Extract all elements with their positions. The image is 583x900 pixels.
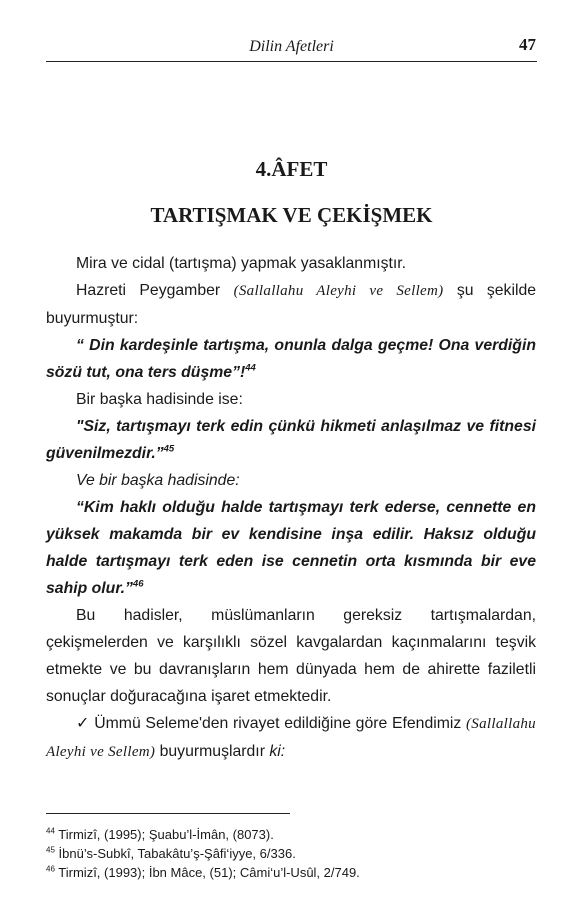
footnote-ref: 44 [245,362,256,374]
quote-text: "Siz, tartışmayı terk edin çünkü hikmeti anlaşılmaz ve fitnesi güvenilmezdir.” [46,418,536,462]
paragraph [46,277,536,332]
page-number: 47 [519,35,536,54]
paragraph-text: Hazreti Peygamber [76,282,221,299]
footnote-number: 46 [46,864,55,874]
footnote-text: Tirmizî, (1993); İbn Mâce, (51); Câmi‘u’l-Usûl, 2/749. [58,865,360,880]
salutation-text: (Sallallahu Aleyhi ve Sellem) [46,716,536,760]
paragraph [46,710,536,766]
paragraph-text: Bir başka hadisinde ise: [76,391,243,408]
paragraph [46,467,536,494]
footnote [46,844,536,863]
paragraph-text: Ümmü Seleme'den rivayet edildiğine göre Efendimiz [94,715,462,732]
body-text [46,250,536,766]
chapter-title: TARTIŞMAK VE ÇEKİŞMEK [150,203,433,227]
salutation-text: (Sallallahu Aleyhi ve Sellem) [233,283,444,299]
footnote-divider [46,813,290,814]
paragraph-text: Ve bir başka hadisinde: [76,472,240,489]
chapter-number: 4.ÂFET [255,157,328,181]
hadith-quote [46,332,536,386]
paragraph [46,250,536,277]
footnote-text: Tirmizî, (1995); Şuabu’l-İmân, (8073). [58,827,274,842]
checkmark-icon: ✓ [76,715,90,732]
hadith-quote [46,494,536,602]
footnote [46,825,536,844]
quote-text: “ Din kardeşinle tartışma, onunla dalga geçme! Ona verdiğin sözü tut, ona ters düşme”! [46,337,536,381]
footnotes [46,825,536,882]
paragraph [46,602,536,710]
footnote-number: 44 [46,826,55,836]
footnote-ref: 46 [132,578,144,590]
hadith-quote [46,413,536,467]
paragraph-text: şu şekilde buyurmuştur: [46,282,537,327]
footnote-number: 45 [46,845,55,855]
header-title: Dilin Afetleri [249,38,334,55]
header-divider [46,61,537,62]
paragraph-text: buyurmuşlardır [159,743,265,760]
quote-text: “Kim haklı olduğu halde tartışmayı terk ederse, cennette en yüksek makamda bir ev kendisine inşa edilir. Haksız olduğu halde tartışmayı terk eden ise cennetin orta kısmında bir eve sahip olur.” [46,499,536,597]
paragraph-text: Bu hadisler, müslümanların gereksiz tartışmalardan, çekişmelerden ve karşılıklı sözel kavgalardan kaçınmalarını teşvik etmekte ve bu davranışların hem dünyada hem de ahirette faziletli sonuçlar doğuracağına işaret etmektedir. [46,607,536,705]
paragraph [46,386,536,413]
paragraph-text: ki: [269,743,286,760]
footnote [46,863,536,882]
footnote-ref: 45 [163,443,175,455]
paragraph-text: Mira ve cidal (tartışma) yapmak yasaklanmıştır. [76,255,407,272]
footnote-text: İbnü’s-Subkî, Tabakâtu’ş-Şâfi‘iyye, 6/336. [58,846,296,861]
